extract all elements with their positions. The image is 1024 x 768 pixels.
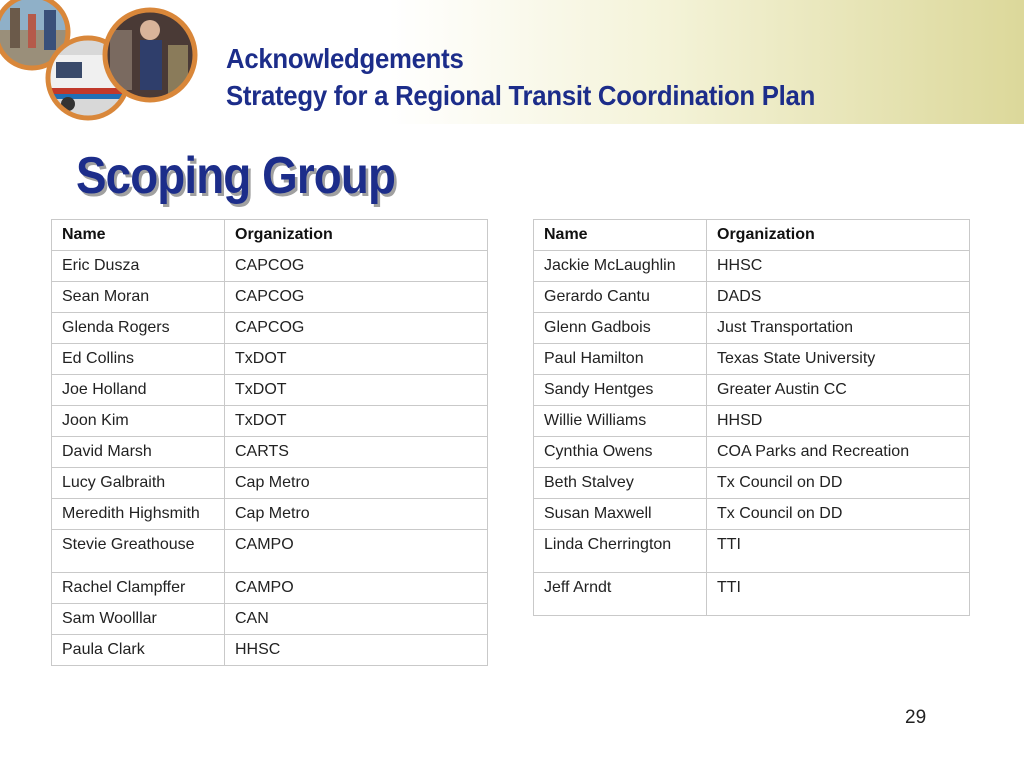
section-title: Scoping Group: [76, 147, 396, 205]
member-organization: CAPCOG: [225, 251, 488, 282]
member-organization: Tx Council on DD: [707, 468, 970, 499]
table-row: [534, 282, 970, 313]
member-organization: HHSC: [225, 635, 488, 666]
member-name: Joon Kim: [52, 406, 225, 437]
table-row: [52, 604, 488, 635]
member-organization: CAMPO: [225, 573, 488, 604]
member-name: Meredith Highsmith: [52, 499, 225, 530]
header-title: [226, 40, 815, 114]
member-organization: CARTS: [225, 437, 488, 468]
table-row: [534, 468, 970, 499]
member-name: Susan Maxwell: [534, 499, 707, 530]
table-row: [534, 375, 970, 406]
column-header-organization: Organization: [225, 220, 488, 251]
member-organization: Cap Metro: [225, 468, 488, 499]
column-header-name: Name: [52, 220, 225, 251]
member-name: Paula Clark: [52, 635, 225, 666]
member-organization: Cap Metro: [225, 499, 488, 530]
table-row: [52, 530, 488, 573]
member-name: Sam Woolllar: [52, 604, 225, 635]
table-row: [52, 573, 488, 604]
member-organization: CAPCOG: [225, 313, 488, 344]
member-organization: TTI: [707, 530, 970, 573]
member-organization: Greater Austin CC: [707, 375, 970, 406]
table-row: [52, 635, 488, 666]
table-header-row: [52, 220, 488, 251]
member-organization: COA Parks and Recreation: [707, 437, 970, 468]
member-name: Beth Stalvey: [534, 468, 707, 499]
table-row: [52, 437, 488, 468]
member-name: Joe Holland: [52, 375, 225, 406]
table-row: [534, 313, 970, 344]
left-roster-table: [51, 219, 488, 666]
member-organization: HHSD: [707, 406, 970, 437]
member-organization: Texas State University: [707, 344, 970, 375]
header-title-line2: Strategy for a Regional Transit Coordination Plan: [226, 80, 816, 111]
table-header-row: [534, 220, 970, 251]
member-name: Gerardo Cantu: [534, 282, 707, 313]
table-row: [52, 468, 488, 499]
member-organization: HHSC: [707, 251, 970, 282]
member-organization: TxDOT: [225, 344, 488, 375]
member-organization: Tx Council on DD: [707, 499, 970, 530]
member-name: Cynthia Owens: [534, 437, 707, 468]
member-organization: CAN: [225, 604, 488, 635]
table-row: [534, 499, 970, 530]
table-row: [52, 499, 488, 530]
table-row: [534, 344, 970, 375]
member-name: Paul Hamilton: [534, 344, 707, 375]
column-header-name: Name: [534, 220, 707, 251]
member-name: Sean Moran: [52, 282, 225, 313]
member-name: Glenda Rogers: [52, 313, 225, 344]
member-organization: TxDOT: [225, 375, 488, 406]
table-row: [52, 313, 488, 344]
table-row: [52, 375, 488, 406]
member-organization: Just Transportation: [707, 313, 970, 344]
header-title-line1: Acknowledgements: [226, 43, 464, 74]
table-row: [534, 573, 970, 616]
right-roster-table: [533, 219, 970, 616]
table-row: [52, 344, 488, 375]
member-name: Eric Dusza: [52, 251, 225, 282]
member-organization: DADS: [707, 282, 970, 313]
member-name: Rachel Clampffer: [52, 573, 225, 604]
member-organization: CAPCOG: [225, 282, 488, 313]
member-name: Willie Williams: [534, 406, 707, 437]
member-name: Jeff Arndt: [534, 573, 707, 616]
table-row: [534, 530, 970, 573]
member-name: Linda Cherrington: [534, 530, 707, 573]
member-name: Jackie McLaughlin: [534, 251, 707, 282]
member-organization: TxDOT: [225, 406, 488, 437]
table-row: [534, 406, 970, 437]
table-row: [534, 437, 970, 468]
member-organization: TTI: [707, 573, 970, 616]
column-header-organization: Organization: [707, 220, 970, 251]
table-row: [52, 251, 488, 282]
member-organization: CAMPO: [225, 530, 488, 573]
member-name: Ed Collins: [52, 344, 225, 375]
table-row: [52, 406, 488, 437]
table-row: [52, 282, 488, 313]
member-name: David Marsh: [52, 437, 225, 468]
member-name: Sandy Hentges: [534, 375, 707, 406]
member-name: Glenn Gadbois: [534, 313, 707, 344]
page-number: 29: [905, 707, 927, 728]
member-name: Stevie Greathouse: [52, 530, 225, 573]
transit-logo: [0, 0, 210, 130]
member-name: Lucy Galbraith: [52, 468, 225, 499]
table-row: [534, 251, 970, 282]
